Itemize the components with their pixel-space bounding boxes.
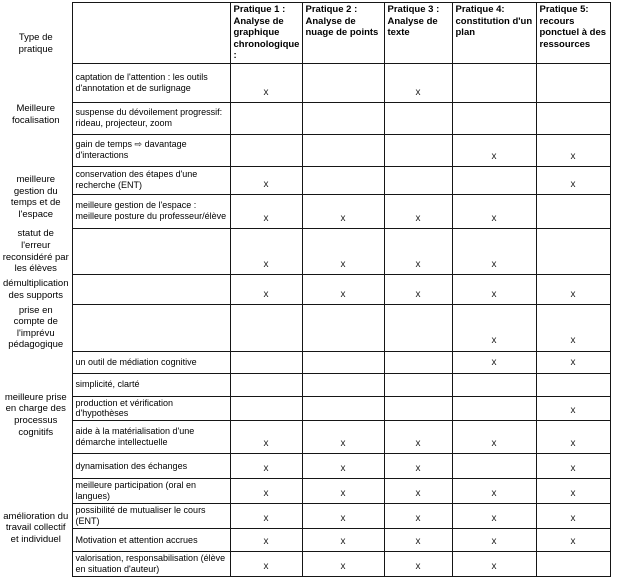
mark-cell-checked: x: [452, 479, 536, 504]
mark-cell-empty: [230, 396, 302, 421]
mark-cell-empty: [230, 102, 302, 134]
mark-cell-empty: [230, 373, 302, 396]
mark-cell-empty: [536, 102, 610, 134]
table-row: [0, 166, 610, 194]
row-criterion: simplicité, clarté: [72, 373, 230, 396]
table-row: [0, 552, 610, 577]
mark-cell-checked: x: [302, 552, 384, 577]
mark-cell-checked: x: [384, 479, 452, 504]
table-row: [0, 421, 610, 454]
mark-cell-checked: x: [230, 504, 302, 529]
mark-cell-checked: x: [536, 305, 610, 351]
group-label: démultiplication des supports: [3, 278, 69, 301]
table-row: [0, 305, 610, 351]
mark-cell-empty: [302, 351, 384, 373]
mark-cell-checked: x: [536, 454, 610, 479]
mark-cell-empty: [302, 396, 384, 421]
mark-cell-checked: x: [536, 529, 610, 552]
table-row: [0, 373, 610, 396]
group-label: amélioration du travail collectif et individuel: [3, 510, 69, 545]
mark-cell-empty: [230, 351, 302, 373]
row-criterion: conservation des étapes d'une recherche (ENT): [72, 166, 230, 194]
group-label: prise en compte de l'imprévu pédagogique: [8, 304, 64, 351]
table-row: [0, 194, 610, 228]
row-criterion: valorisation, responsabilisation (élève en situation d'auteur): [72, 552, 230, 577]
table-row: [0, 275, 610, 305]
mark-cell-checked: x: [536, 396, 610, 421]
mark-cell-empty: [384, 305, 452, 351]
table-row: [0, 529, 610, 552]
table-row: [0, 396, 610, 421]
table-row: [0, 134, 610, 166]
mark-cell-checked: x: [384, 63, 452, 102]
row-criterion: captation de l'attention : les outils d'annotation et de surlignage: [72, 63, 230, 102]
mark-cell-checked: x: [302, 228, 384, 274]
row-criterion: meilleure gestion de l'espace : meilleure posture du professeur/élève: [72, 194, 230, 228]
column-header-pratique-1: Pratique 1 : Analyse de graphique chronologique :: [230, 3, 302, 64]
mark-cell-empty: [384, 373, 452, 396]
mark-cell-empty: [384, 102, 452, 134]
mark-cell-empty: [452, 63, 536, 102]
mark-cell-checked: x: [302, 479, 384, 504]
mark-cell-checked: x: [536, 134, 610, 166]
column-header-pratique-3: Pratique 3 : Analyse de texte: [384, 3, 452, 64]
row-criterion: gain de temps ⇨ davantage d'interactions: [72, 134, 230, 166]
mark-cell-checked: x: [452, 275, 536, 305]
row-criterion: possibilité de mutualiser le cours (ENT): [72, 504, 230, 529]
mark-cell-checked: x: [384, 529, 452, 552]
mark-cell-checked: x: [536, 479, 610, 504]
mark-cell-checked: x: [384, 504, 452, 529]
mark-cell-checked: x: [302, 421, 384, 454]
mark-cell-checked: x: [230, 454, 302, 479]
mark-cell-checked: x: [230, 63, 302, 102]
row-criterion: Motivation et attention accrues: [72, 529, 230, 552]
mark-cell-empty: [230, 305, 302, 351]
mark-cell-checked: x: [230, 529, 302, 552]
table-row: [0, 351, 610, 373]
mark-cell-empty: [384, 396, 452, 421]
criteria-column-header: [72, 3, 230, 64]
mark-cell-empty: [536, 228, 610, 274]
table-row: [0, 63, 610, 102]
mark-cell-checked: x: [536, 351, 610, 373]
table-row: [0, 454, 610, 479]
mark-cell-empty: [302, 166, 384, 194]
mark-cell-empty: [536, 552, 610, 577]
row-criterion: suspense du dévoilement progressif: rideau, projecteur, zoom: [72, 102, 230, 134]
mark-cell-empty: [536, 194, 610, 228]
mark-cell-empty: [302, 63, 384, 102]
mark-cell-empty: [452, 454, 536, 479]
column-header-pratique-2: Pratique 2 : Analyse de nuage de points: [302, 3, 384, 64]
mark-cell-checked: x: [302, 504, 384, 529]
mark-cell-empty: [452, 373, 536, 396]
mark-cell-checked: x: [302, 275, 384, 305]
table-row: [0, 228, 610, 274]
mark-cell-checked: x: [452, 194, 536, 228]
row-criterion: production et vérification d'hypothèses: [72, 396, 230, 421]
mark-cell-empty: [384, 351, 452, 373]
mark-cell-checked: x: [452, 305, 536, 351]
mark-cell-empty: [302, 102, 384, 134]
mark-cell-checked: x: [536, 275, 610, 305]
mark-cell-checked: x: [230, 552, 302, 577]
mark-cell-checked: x: [452, 228, 536, 274]
practice-comparison-table: [0, 2, 611, 577]
mark-cell-checked: x: [452, 529, 536, 552]
mark-cell-checked: x: [230, 228, 302, 274]
group-label: meilleure prise en charge des processus cognitifs: [4, 391, 67, 438]
mark-cell-empty: [384, 166, 452, 194]
mark-cell-checked: x: [452, 504, 536, 529]
mark-cell-checked: x: [536, 504, 610, 529]
mark-cell-empty: [230, 134, 302, 166]
mark-cell-checked: x: [384, 228, 452, 274]
row-criterion: [72, 228, 230, 274]
mark-cell-checked: x: [452, 351, 536, 373]
group-label: meilleure gestion du temps et de l'espace: [10, 174, 61, 220]
mark-cell-checked: x: [230, 194, 302, 228]
mark-cell-checked: x: [384, 194, 452, 228]
column-header-pratique-5: Pratique 5: recours ponctuel à des ressources: [536, 3, 610, 64]
header-row: [0, 3, 610, 64]
mark-cell-empty: [302, 373, 384, 396]
table-body: [0, 63, 610, 576]
mark-cell-checked: x: [384, 421, 452, 454]
mark-cell-empty: [536, 373, 610, 396]
mark-cell-checked: x: [452, 421, 536, 454]
row-criterion: un outil de médiation cognitive: [72, 351, 230, 373]
row-criterion: [72, 305, 230, 351]
table-row: [0, 504, 610, 529]
mark-cell-checked: x: [230, 479, 302, 504]
mark-cell-checked: x: [384, 552, 452, 577]
mark-cell-checked: x: [384, 275, 452, 305]
mark-cell-checked: x: [230, 421, 302, 454]
mark-cell-empty: [302, 134, 384, 166]
mark-cell-checked: x: [536, 166, 610, 194]
mark-cell-checked: x: [302, 194, 384, 228]
table-row: [0, 479, 610, 504]
mark-cell-checked: x: [230, 166, 302, 194]
mark-cell-empty: [452, 396, 536, 421]
row-criterion: aide à la matérialisation d'une démarche intellectuelle: [72, 421, 230, 454]
mark-cell-checked: x: [452, 134, 536, 166]
mark-cell-checked: x: [384, 454, 452, 479]
mark-cell-empty: [536, 63, 610, 102]
mark-cell-checked: x: [536, 421, 610, 454]
mark-cell-empty: [452, 102, 536, 134]
mark-cell-empty: [452, 166, 536, 194]
row-criterion: [72, 275, 230, 305]
row-criterion: dynamisation des échanges: [72, 454, 230, 479]
mark-cell-checked: x: [452, 552, 536, 577]
row-criterion: meilleure participation (oral en langues): [72, 479, 230, 504]
mark-cell-empty: [384, 134, 452, 166]
group-label: statut de l'erreur reconsidéré par les élèves: [2, 228, 69, 275]
mark-cell-checked: x: [302, 529, 384, 552]
mark-cell-checked: x: [230, 275, 302, 305]
mark-cell-empty: [302, 305, 384, 351]
mark-cell-checked: x: [302, 454, 384, 479]
table-row: [0, 102, 610, 134]
column-header-pratique-4: Pratique 4: constitution d'un plan: [452, 3, 536, 64]
group-label: Meilleure focalisation: [11, 103, 60, 126]
corner-label: Type de pratique: [18, 32, 53, 55]
